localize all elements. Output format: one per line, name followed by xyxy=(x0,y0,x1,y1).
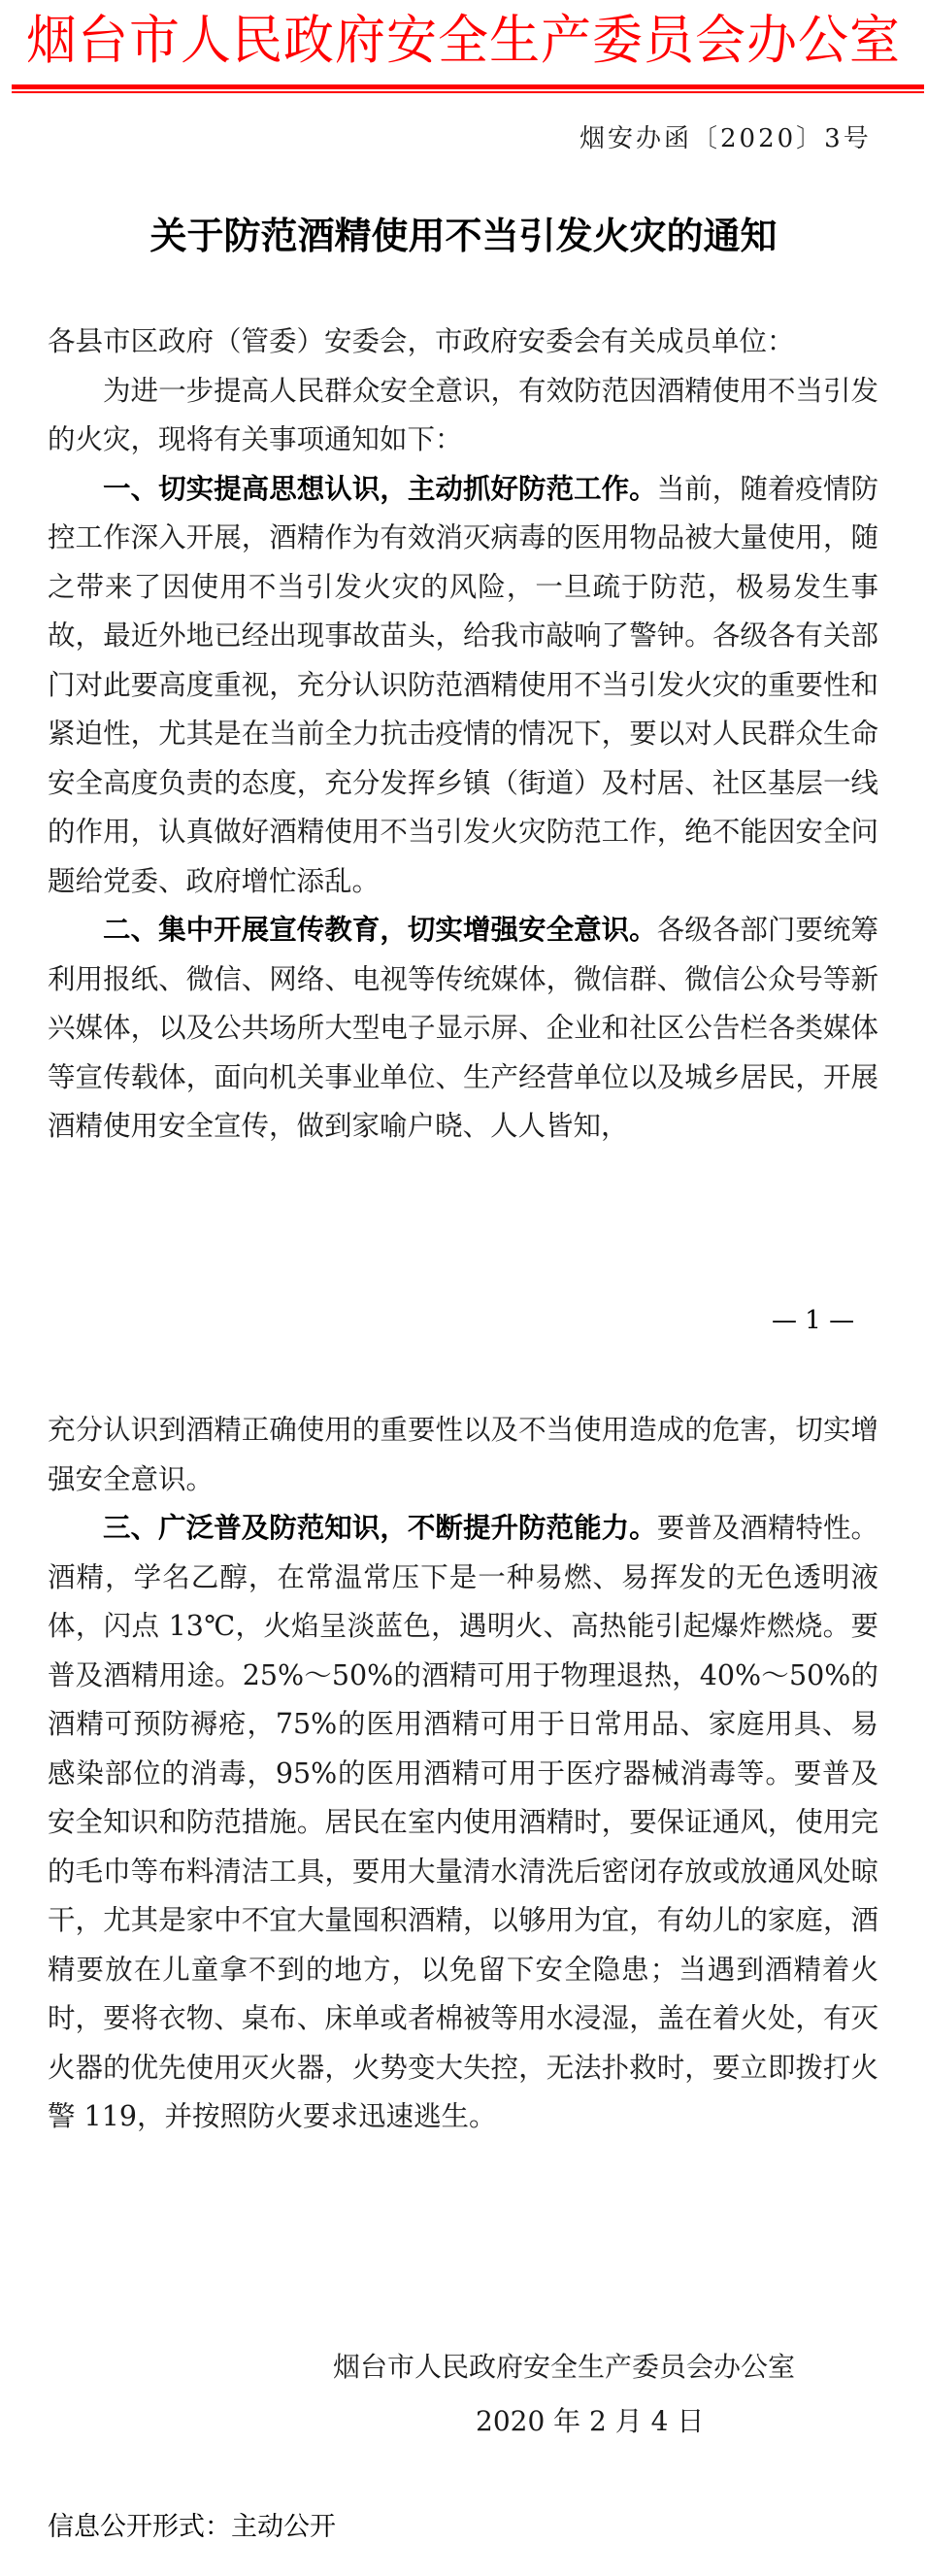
document-title: 关于防范酒精使用不当引发火灾的通知 xyxy=(149,214,778,257)
section-2-continued: 充分认识到酒精正确使用的重要性以及不当使用造成的危害，切实增强安全意识。 xyxy=(48,1414,878,1495)
salutation: 各县市区政府（管委）安委会，市政府安委会有关成员单位： xyxy=(48,325,795,357)
intro-paragraph: 为进一步提高人民群众安全意识，有效防范因酒精使用不当引发的火灾，现将有关事项通知如下： xyxy=(48,374,878,455)
section-2-text: 各级各部门要统筹利用报纸、微信、网络、电视等传统媒体，微信群、微信公众号等新兴媒体，以及公共场所大型电子显示屏、企业和社区公告栏各类媒体等宣传载体，面向机关事业单位、生产经营单位以及城乡居民，开展酒精使用安全宣传，做到家喻户晓、人人皆知， xyxy=(48,914,878,1142)
page-2-body xyxy=(48,1406,878,2142)
page-number: — 1 — xyxy=(772,1306,855,1335)
document-number: 烟安办函〔2020〕3号 xyxy=(579,124,872,153)
section-1-heading: 一、切实提高思想认识，主动抓好防范工作。 xyxy=(103,472,657,505)
section-1-text: 当前，随着疫情防控工作深入开展，酒精作为有效消灭病毒的医用物品被大量使用，随之带来了因使用不当引发火灾的风险，一旦疏于防范，极易发生事故，最近外地已经出现事故苗头，给我市敲响了警钟。各级各有关部门对此要高度重视，充分认识防范酒精使用不当引发火灾的重要性和紧迫性，尤其是在当前全力抗击疫情的情况下，要以对人民群众生命安全高度负责的态度，充分发挥乡镇（街道）及村居、社区基层一线的作用，认真做好酒精使用不当引发火灾防范工作，绝不能因安全问题给党委、政府增忙添乱。 xyxy=(48,472,878,897)
letterhead-red-rule-thin xyxy=(12,91,924,93)
signature-organization: 烟台市人民政府安全生产委员会办公室 xyxy=(333,2351,796,2383)
section-1-paragraph xyxy=(48,465,878,907)
section-3-heading: 三、广泛普及防范知识，不断提升防范能力。 xyxy=(103,1512,657,1544)
page-1-body xyxy=(48,318,878,1152)
section-2-paragraph xyxy=(48,906,878,1152)
section-3-paragraph xyxy=(48,1504,878,2142)
letterhead-red-rule-thick xyxy=(12,84,924,89)
section-3-text: 要普及酒精特性。酒精，学名乙醇，在常温常压下是一种易燃、易挥发的无色透明液体，闪点 13℃，火焰呈淡蓝色，遇明火、高热能引起爆炸燃烧。要普及酒精用途。25%～50%的酒精可用于物理退热，40%～50%的酒精可预防褥疮，75%的医用酒精可用于日常用品、家庭用具、易感染部位的消毒，95%的医用酒精可用于医疗器械消毒等。要普及安全知识和防范措施。居民在室内使用酒精时，要保证通风，使用完的毛巾等布料清洁工具，要用大量清水清洗后密闭存放或放通风处晾干，尤其是家中不宜大量囤积酒精，以够用为宜，有幼儿的家庭，酒精要放在儿童拿不到的地方，以免留下安全隐患；当遇到酒精着火时，要将衣物、桌布、床单或者棉被等用水浸湿，盖在着火处，有灭火器的优先使用灭火器，火势变大失控，无法扑救时，要立即拨打火警 119，并按照防火要求迅速逃生。 xyxy=(48,1512,878,2132)
letterhead-issuer: 烟台市人民政府安全生产委员会办公室 xyxy=(25,10,901,72)
information-disclosure: 信息公开形式：主动公开 xyxy=(48,2512,336,2542)
signature-date: 2020 年 2 月 4 日 xyxy=(476,2405,705,2437)
section-2-heading: 二、集中开展宣传教育，切实增强安全意识。 xyxy=(103,914,657,946)
